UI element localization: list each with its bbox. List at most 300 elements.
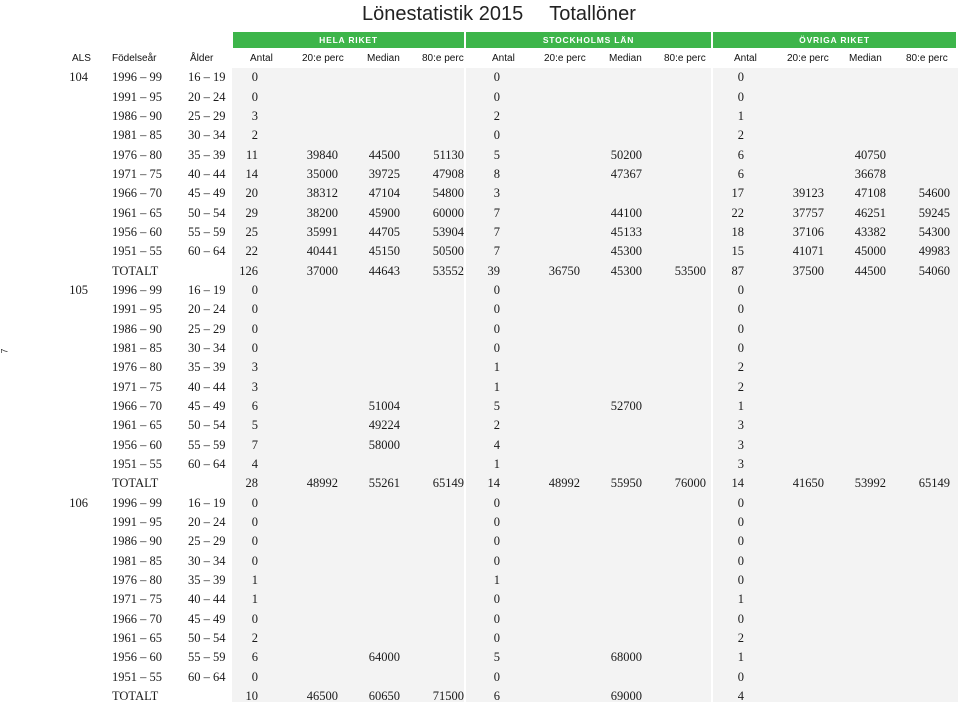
cell-hela-antal: 0 xyxy=(251,534,258,549)
cell-sthlm-median xyxy=(580,358,642,377)
cell-sthlm-median xyxy=(580,87,642,106)
cell-sthlm-antal: 8 xyxy=(493,166,500,181)
cell-als xyxy=(60,378,88,397)
cell-alder: 20 – 24 xyxy=(188,515,226,530)
table-row xyxy=(60,87,950,106)
table-row xyxy=(60,552,950,571)
cell-hela-p20 xyxy=(258,397,338,416)
cell-hela-p80 xyxy=(400,552,464,571)
cell-hela-p80 xyxy=(400,107,464,126)
cell-hela-antal: 11 xyxy=(245,147,258,162)
cell-ovr-antal: 2 xyxy=(737,379,744,394)
cell-sthlm-p20 xyxy=(500,319,580,338)
cell-alder: 40 – 44 xyxy=(188,592,226,607)
cell-hela-p80: 47908 xyxy=(432,166,464,181)
cell-hela-median xyxy=(338,610,400,629)
cell-hela-antal: 3 xyxy=(251,108,258,123)
cell-hela-p20 xyxy=(258,610,338,629)
cell-ovr-p80: 65149 xyxy=(918,476,950,491)
cell-ovr-p20 xyxy=(744,107,824,126)
table-row xyxy=(60,648,950,667)
cell-sthlm-antal: 14 xyxy=(487,476,500,491)
table-row xyxy=(60,668,950,687)
col-header-hela-p80: 80:e perc xyxy=(422,53,464,64)
cell-hela-antal: 0 xyxy=(251,302,258,317)
cell-hela-median xyxy=(338,532,400,551)
cell-sthlm-median xyxy=(580,532,642,551)
cell-als xyxy=(60,203,88,222)
cell-ovr-median xyxy=(824,87,886,106)
cell-hela-median: 51004 xyxy=(368,399,400,414)
cell-sthlm-p80 xyxy=(642,416,706,435)
cell-ovr-antal: 0 xyxy=(737,302,744,317)
cell-ovr-p20 xyxy=(744,281,824,300)
cell-als xyxy=(60,358,88,377)
cell-sthlm-p20 xyxy=(500,687,580,706)
cell-hela-median: 45150 xyxy=(368,244,400,259)
cell-ovr-p80 xyxy=(886,319,950,338)
cell-ovr-median xyxy=(824,668,886,687)
cell-sthlm-p80 xyxy=(642,126,706,145)
cell-hela-antal: 6 xyxy=(251,399,258,414)
cell-fodelsear: 1981 – 85 xyxy=(112,128,162,143)
cell-hela-antal: 0 xyxy=(251,515,258,530)
cell-hela-p80: 51130 xyxy=(433,147,464,162)
cell-hela-p20 xyxy=(258,668,338,687)
cell-hela-p20 xyxy=(258,552,338,571)
cell-sthlm-median xyxy=(580,610,642,629)
cell-sthlm-median: 52700 xyxy=(610,399,642,414)
cell-alder: 40 – 44 xyxy=(188,166,226,181)
cell-hela-median xyxy=(338,455,400,474)
cell-hela-median xyxy=(338,378,400,397)
cell-hela-p80 xyxy=(400,610,464,629)
cell-hela-p20: 37000 xyxy=(306,263,338,278)
cell-sthlm-median xyxy=(580,552,642,571)
cell-sthlm-antal: 0 xyxy=(493,282,500,297)
cell-ovr-p80 xyxy=(886,281,950,300)
cell-ovr-p80: 49983 xyxy=(918,244,950,259)
cell-alder: 60 – 64 xyxy=(188,244,226,259)
cell-ovr-antal: 3 xyxy=(737,418,744,433)
cell-fodelsear: 1996 – 99 xyxy=(112,282,162,297)
cell-ovr-median xyxy=(824,281,886,300)
cell-hela-median: 60650 xyxy=(368,689,400,704)
table-row xyxy=(60,281,950,300)
cell-hela-median: 64000 xyxy=(368,650,400,665)
cell-sthlm-median xyxy=(580,378,642,397)
cell-hela-p20 xyxy=(258,378,338,397)
cell-sthlm-p80 xyxy=(642,648,706,667)
salary-table xyxy=(60,68,950,706)
cell-hela-median xyxy=(338,107,400,126)
cell-ovr-antal: 2 xyxy=(737,128,744,143)
cell-hela-median xyxy=(338,319,400,338)
cell-hela-p80 xyxy=(400,648,464,667)
cell-ovr-p20 xyxy=(744,416,824,435)
cell-sthlm-p20 xyxy=(500,203,580,222)
cell-hela-p80 xyxy=(400,668,464,687)
table-row xyxy=(60,590,950,609)
cell-hela-p20 xyxy=(258,68,338,87)
cell-ovr-p80: 54060 xyxy=(918,263,950,278)
cell-ovr-antal: 22 xyxy=(731,205,744,220)
cell-sthlm-antal: 7 xyxy=(493,244,500,259)
cell-alder: 50 – 54 xyxy=(188,631,226,646)
cell-ovr-p80 xyxy=(886,68,950,87)
cell-hela-p20: 40441 xyxy=(306,244,338,259)
cell-ovr-p80 xyxy=(886,126,950,145)
cell-alder: 50 – 54 xyxy=(188,205,226,220)
table-row xyxy=(60,610,950,629)
cell-fodelsear: 1981 – 85 xyxy=(112,553,162,568)
col-header-sthlm-antal: Antal xyxy=(492,53,515,64)
cell-alder: 60 – 64 xyxy=(188,457,226,472)
cell-ovr-p20 xyxy=(744,339,824,358)
cell-ovr-median xyxy=(824,107,886,126)
cell-hela-p80 xyxy=(400,513,464,532)
cell-ovr-p80 xyxy=(886,339,950,358)
cell-hela-antal: 0 xyxy=(251,611,258,626)
cell-fodelsear: 1996 – 99 xyxy=(112,70,162,85)
cell-hela-p20 xyxy=(258,416,338,435)
cell-hela-p80: 53904 xyxy=(432,224,464,239)
cell-als xyxy=(60,397,88,416)
cell-hela-antal: 0 xyxy=(251,669,258,684)
cell-sthlm-median xyxy=(580,126,642,145)
table-row xyxy=(60,184,950,203)
cell-sthlm-antal: 0 xyxy=(493,631,500,646)
col-header-ovr-antal: Antal xyxy=(734,53,757,64)
cell-sthlm-median: 55950 xyxy=(610,476,642,491)
cell-als xyxy=(60,668,88,687)
cell-sthlm-p80 xyxy=(642,145,706,164)
cell-sthlm-p20 xyxy=(500,552,580,571)
cell-sthlm-p80 xyxy=(642,532,706,551)
cell-sthlm-antal: 39 xyxy=(487,263,500,278)
cell-sthlm-p20 xyxy=(500,494,580,513)
cell-fodelsear: 1986 – 90 xyxy=(112,321,162,336)
cell-alder: 16 – 19 xyxy=(188,495,226,510)
cell-alder: 55 – 59 xyxy=(188,650,226,665)
cell-hela-antal: 5 xyxy=(251,418,258,433)
cell-fodelsear: 1991 – 95 xyxy=(112,89,162,104)
cell-sthlm-antal: 6 xyxy=(493,689,500,704)
cell-hela-p20 xyxy=(258,436,338,455)
cell-fodelsear: 1981 – 85 xyxy=(112,340,162,355)
col-header-ovr-p20: 20:e perc xyxy=(787,53,829,64)
cell-fodelsear: 1956 – 60 xyxy=(112,224,162,239)
cell-ovr-p80 xyxy=(886,300,950,319)
cell-hela-median: 55261 xyxy=(368,476,400,491)
cell-sthlm-p20 xyxy=(500,242,580,261)
cell-sthlm-antal: 5 xyxy=(493,399,500,414)
cell-ovr-p80 xyxy=(886,629,950,648)
cell-hela-antal: 0 xyxy=(251,495,258,510)
cell-fodelsear: 1991 – 95 xyxy=(112,302,162,317)
table-row xyxy=(60,687,950,706)
cell-fodelsear: 1971 – 75 xyxy=(112,592,162,607)
cell-sthlm-p20 xyxy=(500,126,580,145)
cell-ovr-median: 44500 xyxy=(854,263,886,278)
cell-alder: 20 – 24 xyxy=(188,302,226,317)
cell-hela-p80: 53552 xyxy=(432,263,464,278)
cell-sthlm-p20 xyxy=(500,629,580,648)
cell-fodelsear: 1976 – 80 xyxy=(112,360,162,375)
cell-ovr-p80: 54300 xyxy=(918,224,950,239)
cell-ovr-p20 xyxy=(744,648,824,667)
cell-sthlm-p20 xyxy=(500,145,580,164)
cell-ovr-p20 xyxy=(744,552,824,571)
cell-alder: 25 – 29 xyxy=(188,534,226,549)
cell-fodelsear: 1996 – 99 xyxy=(112,495,162,510)
cell-hela-p80 xyxy=(400,590,464,609)
cell-hela-p20 xyxy=(258,281,338,300)
cell-als xyxy=(60,145,88,164)
cell-alder: 20 – 24 xyxy=(188,89,226,104)
cell-ovr-p80 xyxy=(886,416,950,435)
cell-sthlm-p80 xyxy=(642,300,706,319)
cell-hela-median xyxy=(338,590,400,609)
cell-sthlm-p20 xyxy=(500,107,580,126)
table-row xyxy=(60,378,950,397)
cell-sthlm-antal: 3 xyxy=(493,186,500,201)
cell-hela-antal: 0 xyxy=(251,553,258,568)
cell-hela-median: 45900 xyxy=(368,205,400,220)
cell-als xyxy=(60,107,88,126)
table-row xyxy=(60,436,950,455)
cell-sthlm-p20 xyxy=(500,436,580,455)
cell-ovr-antal: 1 xyxy=(737,399,744,414)
cell-als xyxy=(60,319,88,338)
cell-ovr-median xyxy=(824,571,886,590)
cell-hela-p20: 35991 xyxy=(306,224,338,239)
cell-sthlm-median xyxy=(580,436,642,455)
table-row xyxy=(60,223,950,242)
cell-ovr-antal: 1 xyxy=(737,592,744,607)
table-row xyxy=(60,513,950,532)
cell-ovr-median xyxy=(824,552,886,571)
cell-ovr-p20 xyxy=(744,397,824,416)
cell-ovr-median: 36678 xyxy=(854,166,886,181)
cell-hela-p80 xyxy=(400,532,464,551)
cell-fodelsear: 1971 – 75 xyxy=(112,379,162,394)
cell-fodelsear: 1976 – 80 xyxy=(112,573,162,588)
cell-ovr-p20 xyxy=(744,319,824,338)
cell-hela-p20 xyxy=(258,513,338,532)
table-row xyxy=(60,165,950,184)
cell-sthlm-median xyxy=(580,513,642,532)
cell-ovr-p20 xyxy=(744,532,824,551)
table-row xyxy=(60,474,950,493)
cell-hela-p80 xyxy=(400,300,464,319)
cell-fodelsear: TOTALT xyxy=(112,263,159,278)
cell-ovr-p20 xyxy=(744,687,824,706)
cell-fodelsear: 1966 – 70 xyxy=(112,399,162,414)
cell-hela-antal: 2 xyxy=(251,128,258,143)
table-row xyxy=(60,242,950,261)
table-row xyxy=(60,571,950,590)
cell-hela-p20 xyxy=(258,107,338,126)
cell-hela-p20 xyxy=(258,358,338,377)
cell-ovr-antal: 2 xyxy=(737,360,744,375)
cell-hela-p20: 46500 xyxy=(306,689,338,704)
cell-als xyxy=(60,126,88,145)
cell-ovr-p80: 59245 xyxy=(918,205,950,220)
cell-ovr-antal: 0 xyxy=(737,340,744,355)
cell-als xyxy=(60,474,88,493)
table-row xyxy=(60,494,950,513)
cell-fodelsear: TOTALT xyxy=(112,476,159,491)
cell-sthlm-antal: 0 xyxy=(493,592,500,607)
cell-ovr-p80 xyxy=(886,378,950,397)
cell-hela-median xyxy=(338,126,400,145)
table-row xyxy=(60,261,950,280)
cell-als xyxy=(60,242,88,261)
cell-ovr-antal: 0 xyxy=(737,534,744,549)
cell-sthlm-p80: 53500 xyxy=(674,263,706,278)
cell-hela-p80 xyxy=(400,319,464,338)
col-header-sthlm-p80: 80:e perc xyxy=(664,53,706,64)
cell-sthlm-p80 xyxy=(642,339,706,358)
cell-hela-median xyxy=(338,339,400,358)
cell-als xyxy=(60,184,88,203)
cell-sthlm-p20 xyxy=(500,339,580,358)
cell-hela-p80 xyxy=(400,494,464,513)
cell-hela-antal: 28 xyxy=(245,476,258,491)
cell-fodelsear: 1951 – 55 xyxy=(112,244,162,259)
cell-sthlm-antal: 5 xyxy=(493,650,500,665)
table-row xyxy=(60,203,950,222)
cell-fodelsear: 1961 – 65 xyxy=(112,205,162,220)
cell-ovr-p80 xyxy=(886,610,950,629)
cell-alder: 40 – 44 xyxy=(188,379,226,394)
cell-hela-median xyxy=(338,300,400,319)
cell-ovr-p20 xyxy=(744,571,824,590)
cell-ovr-median: 45000 xyxy=(854,244,886,259)
cell-alder: 35 – 39 xyxy=(188,360,226,375)
cell-als xyxy=(60,513,88,532)
cell-fodelsear: 1956 – 60 xyxy=(112,437,162,452)
cell-hela-antal: 29 xyxy=(245,205,258,220)
cell-sthlm-median xyxy=(580,68,642,87)
cell-fodelsear: 1961 – 65 xyxy=(112,631,162,646)
col-header-sthlm-p20: 20:e perc xyxy=(544,53,586,64)
cell-sthlm-p80 xyxy=(642,687,706,706)
cell-ovr-antal: 87 xyxy=(731,263,744,278)
cell-ovr-median xyxy=(824,68,886,87)
cell-sthlm-p80 xyxy=(642,165,706,184)
cell-ovr-median xyxy=(824,532,886,551)
cell-ovr-p20 xyxy=(744,455,824,474)
cell-als xyxy=(60,590,88,609)
cell-ovr-p20 xyxy=(744,126,824,145)
cell-als xyxy=(60,261,88,280)
cell-hela-median xyxy=(338,552,400,571)
cell-ovr-median: 47108 xyxy=(854,186,886,201)
cell-sthlm-p20: 48992 xyxy=(548,476,580,491)
cell-alder: 45 – 49 xyxy=(188,186,226,201)
cell-sthlm-p20 xyxy=(500,513,580,532)
cell-ovr-median xyxy=(824,416,886,435)
cell-hela-p20: 38312 xyxy=(306,186,338,201)
cell-als xyxy=(60,532,88,551)
cell-alder: 16 – 19 xyxy=(188,282,226,297)
cell-sthlm-antal: 0 xyxy=(493,669,500,684)
cell-hela-p80 xyxy=(400,571,464,590)
cell-alder: 50 – 54 xyxy=(188,418,226,433)
cell-sthlm-median xyxy=(580,281,642,300)
cell-ovr-median xyxy=(824,436,886,455)
cell-sthlm-p20 xyxy=(500,455,580,474)
cell-sthlm-p20 xyxy=(500,397,580,416)
cell-hela-antal: 0 xyxy=(251,340,258,355)
col-header-ovr-p80: 80:e perc xyxy=(906,53,948,64)
cell-ovr-p80 xyxy=(886,590,950,609)
cell-alder: 30 – 34 xyxy=(188,128,226,143)
cell-als xyxy=(60,648,88,667)
cell-hela-median xyxy=(338,281,400,300)
cell-hela-antal: 7 xyxy=(251,437,258,452)
cell-hela-median: 44705 xyxy=(368,224,400,239)
cell-sthlm-p80 xyxy=(642,629,706,648)
cell-ovr-antal: 6 xyxy=(737,166,744,181)
cell-sthlm-p80 xyxy=(642,610,706,629)
cell-ovr-p20: 41071 xyxy=(792,244,824,259)
cell-ovr-antal: 0 xyxy=(737,282,744,297)
cell-sthlm-p80 xyxy=(642,455,706,474)
cell-alder: 25 – 29 xyxy=(188,321,226,336)
cell-ovr-p20 xyxy=(744,145,824,164)
cell-ovr-antal: 3 xyxy=(737,457,744,472)
cell-ovr-antal: 6 xyxy=(737,147,744,162)
cell-ovr-p20 xyxy=(744,165,824,184)
cell-sthlm-median xyxy=(580,455,642,474)
title-left: Lönestatistik 2015 xyxy=(362,3,524,25)
cell-sthlm-p80 xyxy=(642,68,706,87)
cell-ovr-p20 xyxy=(744,494,824,513)
cell-sthlm-median xyxy=(580,416,642,435)
table-row xyxy=(60,319,950,338)
cell-hela-p80: 65149 xyxy=(432,476,464,491)
cell-sthlm-median xyxy=(580,494,642,513)
cell-ovr-p80 xyxy=(886,397,950,416)
cell-sthlm-median xyxy=(580,319,642,338)
cell-hela-median xyxy=(338,668,400,687)
cell-hela-p80 xyxy=(400,397,464,416)
cell-hela-antal: 126 xyxy=(239,263,258,278)
cell-ovr-p80 xyxy=(886,494,950,513)
cell-alder: 16 – 19 xyxy=(188,70,226,85)
cell-als xyxy=(60,223,88,242)
cell-ovr-median: 40750 xyxy=(854,147,886,162)
cell-sthlm-antal: 0 xyxy=(493,611,500,626)
cell-fodelsear: 1986 – 90 xyxy=(112,108,162,123)
cell-ovr-p80 xyxy=(886,513,950,532)
cell-sthlm-p20 xyxy=(500,68,580,87)
cell-hela-p80 xyxy=(400,68,464,87)
cell-ovr-median xyxy=(824,494,886,513)
cell-sthlm-median: 69000 xyxy=(610,689,642,704)
cell-als: 105 xyxy=(69,282,88,297)
cell-ovr-median xyxy=(824,455,886,474)
cell-hela-p20: 48992 xyxy=(306,476,338,491)
cell-hela-p20 xyxy=(258,300,338,319)
cell-sthlm-p80 xyxy=(642,184,706,203)
cell-sthlm-p80 xyxy=(642,319,706,338)
cell-sthlm-p20 xyxy=(500,416,580,435)
cell-ovr-p80 xyxy=(886,436,950,455)
